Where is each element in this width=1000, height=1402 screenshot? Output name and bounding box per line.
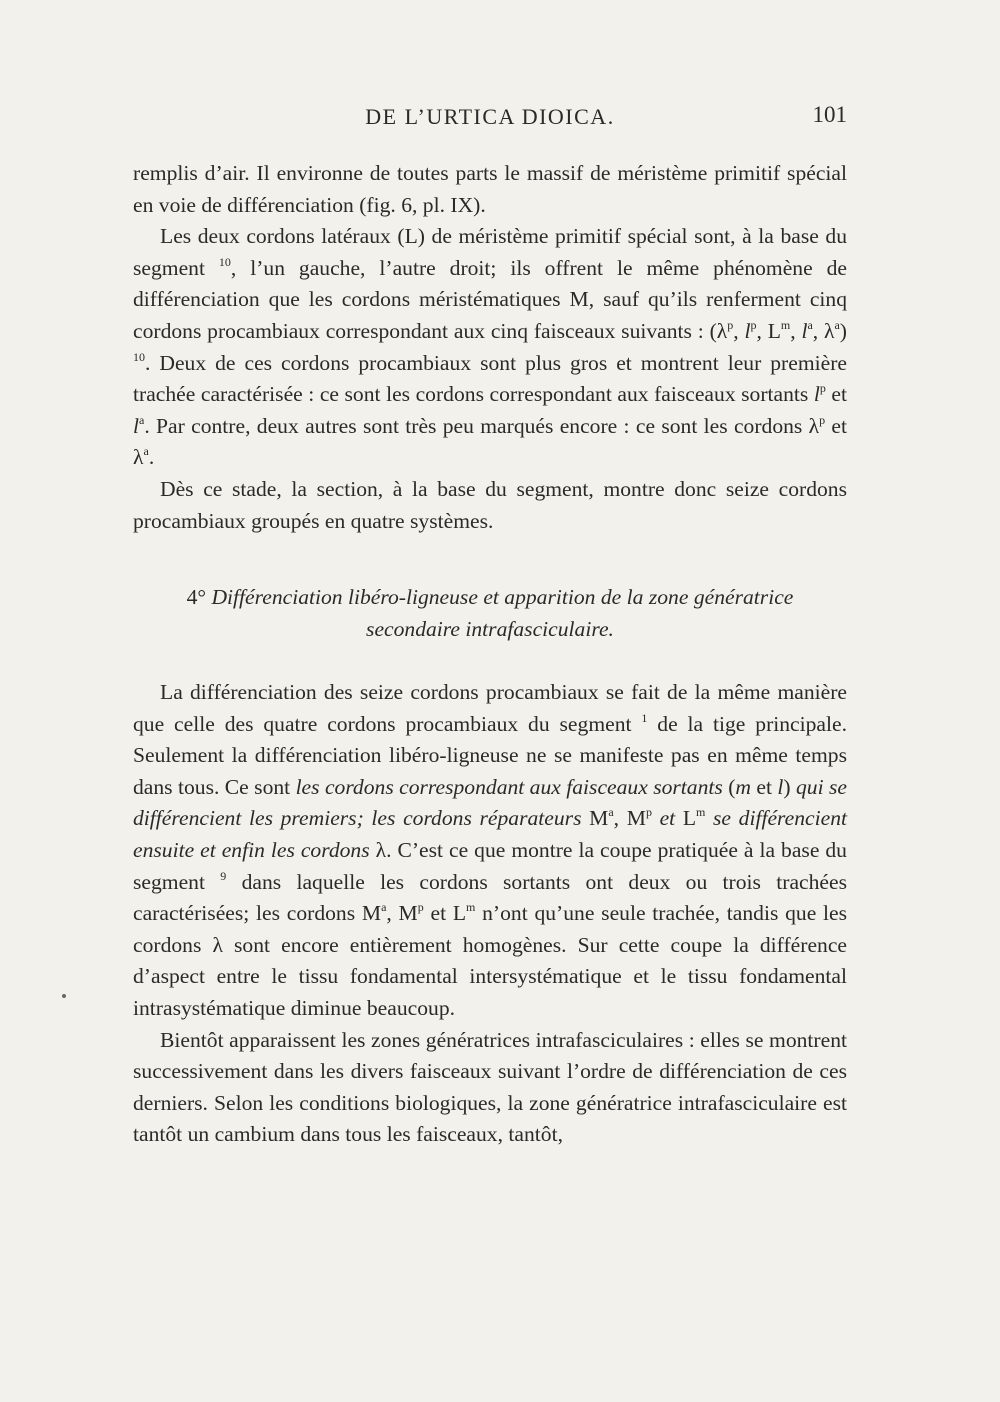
section-heading-line-2: secondaire intrafasciculaire. (366, 616, 614, 641)
text-block-lower (133, 677, 847, 1151)
paragraph-1: remplis d’air. Il environne de toutes parts le massif de méristème primitif spécial en voie de différenciation (fig. 6, pl. IX). (133, 161, 847, 217)
running-title: DE L’URTICA DIOICA. (365, 104, 615, 129)
section-title-part-1: Différenciation libéro-ligneuse et apparition de la zone génératrice (211, 585, 794, 609)
page-header (133, 100, 847, 136)
ink-speck (62, 994, 66, 998)
paragraph-3: Dès ce stade, la section, à la base du segment, montre donc seize cordons procambiaux groupés en quatre systèmes. (133, 476, 847, 533)
paragraph-4: La différenciation des seize cordons procambiaux se fait de la même manière que celle des quatre cordons procambiaux du segment $^1$ de la tige principale. Seulement la différenciation libéro-ligneuse ne se manifeste pas en même temps dans tous. Ce sont les cordons correspondant aux faisceaux sortants (m et l) qui se différencient les premiers; les cordons réparateurs $M^a$, $M^p$ et $L^m$ se différencient ensuite et enfin les cordons λ. C’est ce que montre la coupe pratiquée à la base du segment $^9$ dans laquelle les cordons sortants ont deux ou trois trachées caractérisées; les cordons $M^a$, $M^p$ et $L^m$ n’ont qu’une seule trachée, tandis que les cordons λ sont encore entièrement homogènes. Sur cette coupe la différence d’aspect entre le tissu fondamental intersystématique et le tissu fondamental intrasystématique diminue beaucoup. (133, 680, 848, 1020)
section-heading-line-1 (133, 582, 847, 614)
section-number: 4° (186, 585, 207, 609)
page-number: 101 (812, 102, 847, 127)
section-heading (133, 582, 847, 645)
paragraph-2: Les deux cordons latéraux (L) de méristème primitif spécial sont, à la base du segment $^{10}$, l’un gauche, l’autre droit; ils offrent le même phénomène de différenciation que les cordons méristématiques M, sauf qu’ils renferment cinq cordons procambiaux correspondant aux cinq faisceaux suivants : ($\lambda^p$, $l^p$, $L^m$, $l^a$, $\lambda^a$) $^{10}$. Deux de ces cordons procambiaux sont plus gros et montrent leur première trachée caractérisée : ce sont les cordons correspondant aux faisceaux sortants $l^p$ et $l^a$. Par contre, deux autres sont très peu marqués encore : ce sont les cordons $\lambda^p$ et $\lambda^a$. (133, 224, 848, 470)
paragraph-5: Bientôt apparaissent les zones génératrices intrafasciculaires : elles se montrent successivement dans les divers faisceaux suivant l’ordre de différenciation de ces derniers. Selon les conditions biologiques, la zone génératrice intrafasciculaire est tantôt un cambium dans tous les faisceaux, tantôt, (133, 1027, 847, 1147)
text-block-upper (133, 158, 847, 537)
